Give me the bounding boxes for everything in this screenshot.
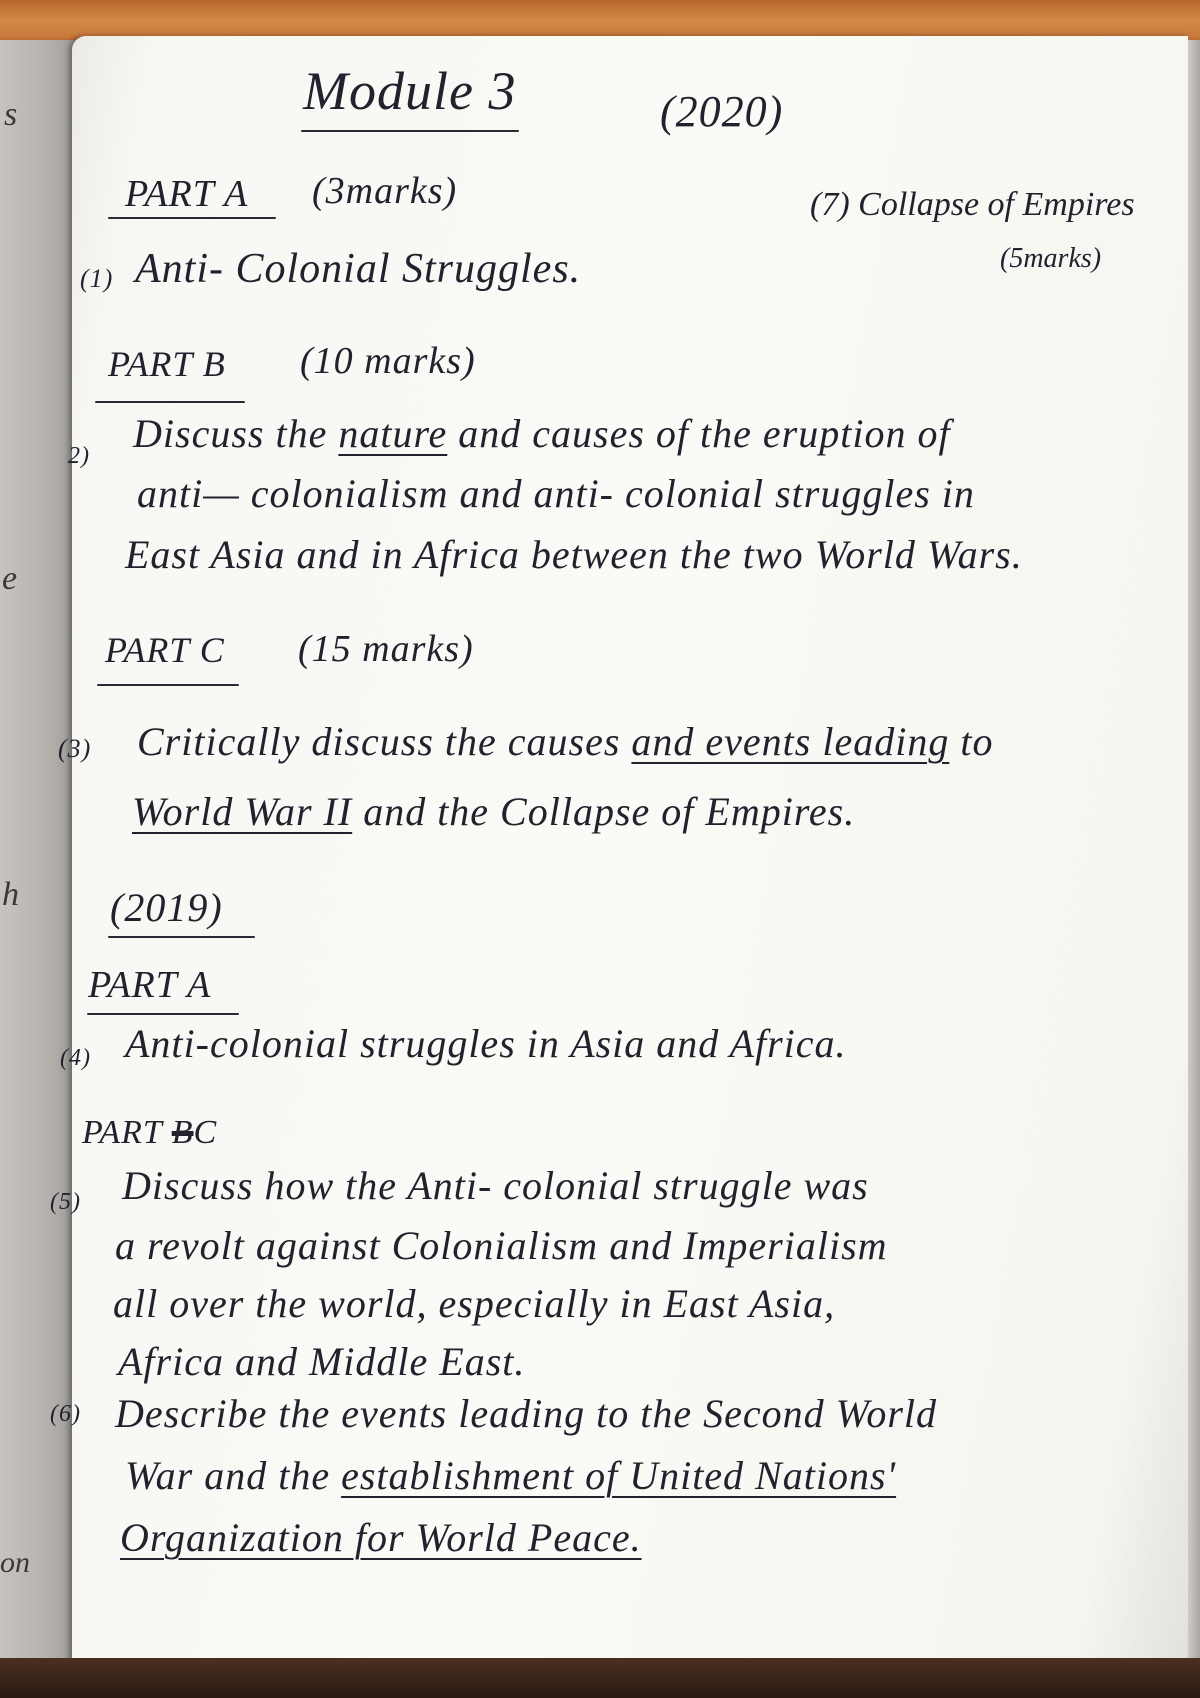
question-7-number: (7): [810, 186, 850, 223]
part-c-2020-label: PART C: [105, 630, 225, 670]
part-c-2019-prefix: PART: [82, 1114, 172, 1151]
question-3-number: (3): [58, 734, 92, 763]
question-1-number: (1): [80, 264, 114, 293]
module-title-underline: [301, 130, 519, 132]
question-5-line-4: Africa and Middle East.: [118, 1339, 526, 1384]
question-7: [810, 188, 1135, 222]
question-2-text: and causes of the eruption of: [447, 411, 951, 456]
part-c-2019-suffix: C: [193, 1114, 218, 1151]
question-5-line-2: a revolt against Colonialism and Imperialism: [115, 1223, 888, 1268]
part-a-2019-underline: [87, 1013, 239, 1015]
question-1-text: Anti- Colonial Struggles.: [135, 246, 582, 292]
part-a-2019-label: PART A: [88, 964, 212, 1006]
question-2-line-3: East Asia and in Africa between the two World Wars.: [125, 532, 1023, 577]
question-5-line-3: all over the world, especially in East Asia,: [113, 1281, 836, 1326]
question-7-text: Collapse of Empires: [858, 186, 1135, 223]
margin-fragment: e: [2, 560, 18, 597]
module-title: Module 3: [303, 61, 517, 121]
question-5-number: (5): [50, 1189, 81, 1215]
struck-out-letter: B: [171, 1114, 194, 1151]
part-b-2020-underline: [95, 401, 245, 403]
part-a-2020-marks: (3marks): [312, 170, 458, 212]
question-3-line-2: [132, 789, 856, 834]
question-2-text: Discuss the: [133, 411, 339, 456]
table-surface-bottom: [0, 1658, 1200, 1698]
part-a-2020-label: PART A: [125, 173, 249, 215]
question-4-number: (4): [60, 1045, 91, 1071]
question-4-text: Anti-colonial struggles in Asia and Africa.: [125, 1021, 847, 1066]
part-a-2020-underline: [108, 217, 276, 219]
part-c-2019-label: [82, 1116, 217, 1150]
question-2-underlined-word: nature: [338, 411, 448, 456]
question-3-text: Critically discuss the causes: [137, 719, 632, 764]
question-6-number: (6): [50, 1401, 81, 1427]
question-3-underlined-phrase: World War II: [132, 789, 353, 834]
part-c-2020-marks: (15 marks): [298, 628, 474, 670]
question-3-text: to: [949, 719, 994, 764]
question-3-line-1: [137, 719, 994, 764]
question-2-number: 2): [68, 443, 90, 469]
year-2019-underline: [108, 936, 255, 938]
margin-fragment: on: [0, 1546, 30, 1579]
question-3-underlined-phrase: and events leading: [631, 719, 950, 764]
question-6-underlined-phrase: establishment of United Nations': [341, 1453, 897, 1498]
year-2020: (2020): [660, 87, 784, 136]
question-6-text: War and the: [125, 1453, 342, 1498]
question-6-line-2: [125, 1453, 897, 1498]
year-2019: (2019): [110, 885, 223, 930]
question-3-text: and the Collapse of Empires.: [352, 789, 856, 834]
part-b-2020-marks: (10 marks): [300, 340, 476, 382]
question-6-line-3: Organization for World Peace.: [120, 1515, 642, 1560]
part-b-2020-label: PART B: [108, 344, 226, 384]
margin-fragment: h: [2, 876, 19, 913]
page-right-edge: [1188, 40, 1200, 1660]
question-6-line-1: Describe the events leading to the Second World: [115, 1391, 937, 1436]
part-c-2020-underline: [97, 684, 239, 686]
question-7-marks: (5marks): [1000, 243, 1102, 274]
question-2-line-2: anti— colonialism and anti- colonial struggles in: [137, 471, 975, 516]
margin-fragment: s: [4, 96, 18, 133]
question-2-line-1: [133, 411, 951, 456]
question-5-line-1: Discuss how the Anti- colonial struggle was: [122, 1163, 869, 1208]
